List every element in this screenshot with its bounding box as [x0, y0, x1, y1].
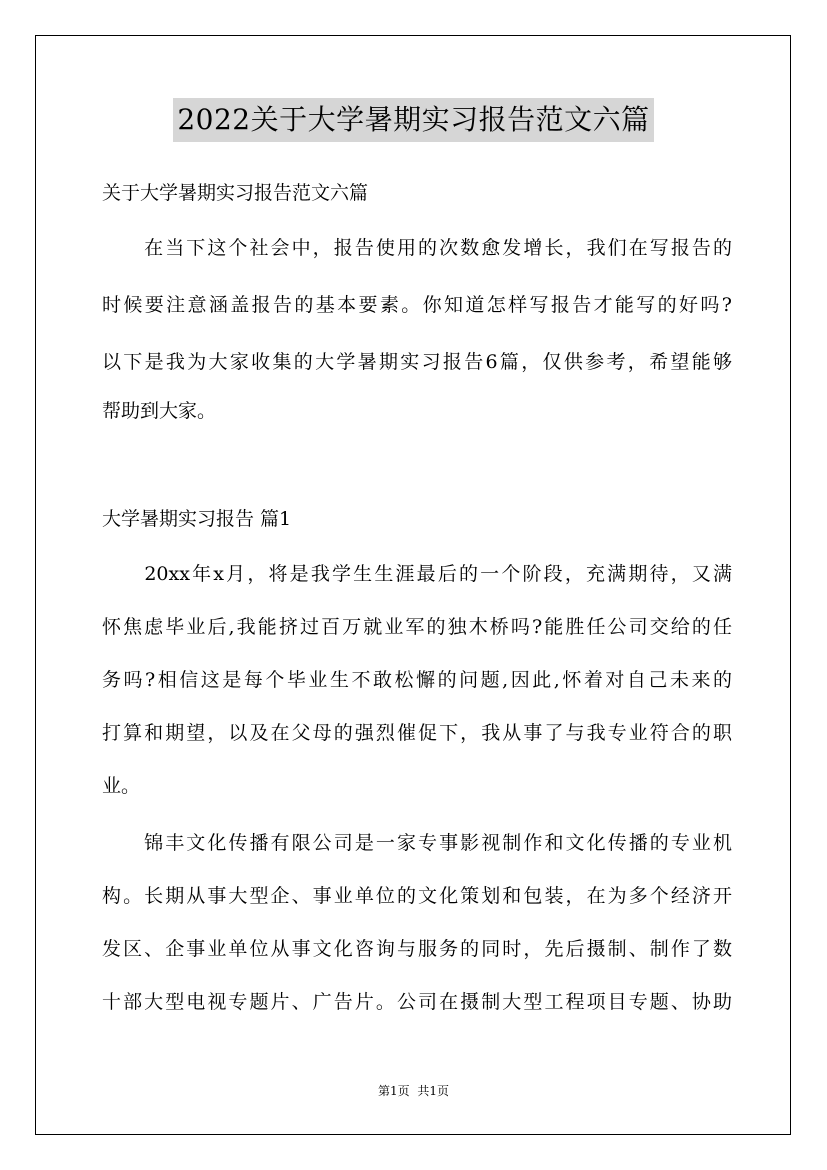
intro-line-4: 帮助到大家。	[102, 400, 217, 422]
intro-line-1: 在当下这个社会中，报告使用的次数愈发增长，我们在写报告的	[102, 237, 732, 259]
intro-line-3: 以下是我为大家收集的大学暑期实习报告6篇，仅供参考，希望能够	[102, 351, 732, 373]
page-footer	[0, 1082, 827, 1099]
para1-line-2: 怀焦虑毕业后,我能挤过百万就业军的独木桥吗?能胜任公司交给的任	[102, 616, 732, 638]
para1-line-3: 务吗?相信这是每个毕业生不敢松懈的问题,因此,怀着对自己未来的	[102, 669, 732, 691]
para2-line-1: 锦丰文化传播有限公司是一家专事影视制作和文化传播的专业机	[102, 832, 732, 854]
para1-line-4: 打算和期望，以及在父母的强烈催促下，我从事了与我专业符合的职	[102, 722, 732, 744]
para1-line-1: 20xx年x月，将是我学生生涯最后的一个阶段，充满期待，又满	[102, 563, 732, 585]
para2-line-2: 构。长期从事大型企、事业单位的文化策划和包装，在为多个经济开	[102, 885, 732, 907]
para2-line-3: 发区、企事业单位从事文化咨询与服务的同时，先后摄制、制作了数	[102, 938, 732, 960]
title-container	[0, 98, 827, 142]
para1-line-5: 业。	[102, 775, 141, 797]
subtitle: 关于大学暑期实习报告范文六篇	[102, 182, 369, 204]
intro-line-2: 时候要注意涵盖报告的基本要素。你知道怎样写报告才能写的好吗?	[102, 294, 732, 316]
document-title: 2022关于大学暑期实习报告范文六篇	[173, 98, 653, 142]
para2-line-4: 十部大型电视专题片、广告片。公司在摄制大型工程项目专题、协助	[102, 991, 732, 1013]
total-pages: 共1页	[417, 1084, 450, 1098]
section-heading: 大学暑期实习报告 篇1	[102, 508, 292, 530]
page-number: 第1页	[377, 1084, 410, 1098]
